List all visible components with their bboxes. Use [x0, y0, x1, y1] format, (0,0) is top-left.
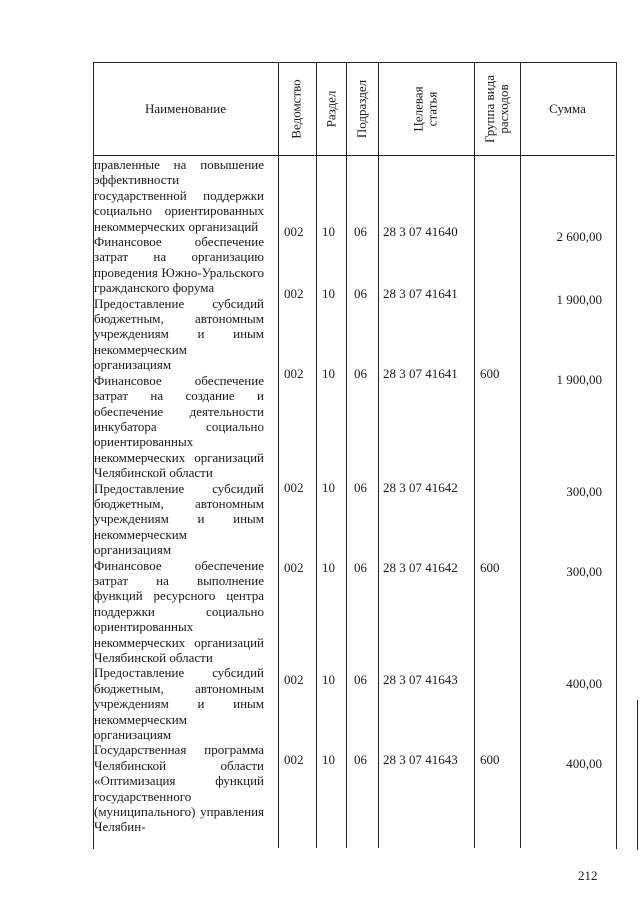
- name-entry: Предоставление субсидий бюджетным, автономным учреждениям и иным некоммерческим организациям: [94, 665, 264, 743]
- header-target-line2: статья: [424, 91, 440, 126]
- name-entry: Финансовое обеспечение затрат на создание и обеспечение деятельности инкубатора социально ориентированных некоммерческих организаций Челябинской области: [94, 372, 264, 481]
- header-name: [93, 62, 278, 155]
- cell-podrazdel: 06: [354, 752, 367, 767]
- cell-target: 28 3 07 41642: [383, 560, 458, 575]
- cell-podrazdel: 06: [354, 366, 367, 381]
- column-divider: [346, 62, 347, 848]
- header-target-line1: Целевая: [410, 85, 426, 132]
- cell-target: 28 3 07 41643: [383, 752, 458, 767]
- header-group-line2: расходов: [496, 83, 512, 134]
- header-target-label: [412, 86, 440, 131]
- page-number: 212: [578, 868, 598, 883]
- header-vedomstvo-label: Ведомство: [289, 78, 304, 139]
- column-divider: [520, 62, 521, 848]
- cell-razdel: 10: [322, 480, 335, 495]
- cell-vedomstvo: 002: [284, 480, 304, 495]
- cell-razdel: 10: [322, 752, 335, 767]
- cell-sum: 1 900,00: [556, 372, 602, 387]
- header-group: [474, 62, 520, 155]
- cell-target: 28 3 07 41641: [383, 366, 458, 381]
- header-divider: [93, 155, 615, 156]
- header-group-label: [483, 75, 511, 143]
- name-entry: Предоставление субсидий бюджетным, автономным учреждениям и иным некоммерческим организациям: [94, 295, 264, 373]
- cell-podrazdel: 06: [354, 286, 367, 301]
- header-sum: [520, 62, 615, 155]
- name-column: [94, 157, 264, 847]
- cell-vedomstvo: 002: [284, 366, 304, 381]
- cell-podrazdel: 06: [354, 224, 367, 239]
- cell-podrazdel: 06: [354, 480, 367, 495]
- cell-sum: 300,00: [566, 484, 602, 499]
- header-razdel: [316, 62, 346, 155]
- cell-target: 28 3 07 41641: [383, 286, 458, 301]
- cell-razdel: 10: [322, 286, 335, 301]
- header-podrazdel-label: Подраздел: [354, 79, 370, 138]
- header-sum-label: Сумма: [549, 100, 586, 116]
- column-divider: [474, 62, 475, 848]
- header-razdel-label: Раздел: [323, 90, 338, 127]
- name-entry: Государственная программа Челябинской области «Оптимизация функций государственного (муниципального) управления Челябин-: [94, 742, 264, 835]
- column-divider: [378, 62, 379, 848]
- cell-target: 28 3 07 41642: [383, 480, 458, 495]
- cell-vedomstvo: 002: [284, 672, 304, 687]
- cell-group: 600: [480, 560, 500, 575]
- header-group-line1: Группа вида: [482, 74, 498, 143]
- column-divider: [316, 62, 317, 848]
- cell-target: 28 3 07 41643: [383, 672, 458, 687]
- cell-podrazdel: 06: [354, 560, 367, 575]
- header-target: [378, 62, 474, 155]
- cell-sum: 1 900,00: [556, 292, 602, 307]
- cell-razdel: 10: [322, 224, 335, 239]
- cell-podrazdel: 06: [354, 672, 367, 687]
- name-entry: Финансовое обеспечение затрат на выполнение функций ресурсного центра поддержки социально ориентированных некоммерческих организаций Челябинской области: [94, 557, 264, 665]
- margin-mark: [637, 700, 638, 850]
- cell-group: 600: [480, 366, 500, 381]
- cell-razdel: 10: [322, 560, 335, 575]
- name-entry: Предоставление субсидий бюджетным, автономным учреждениям и иным некоммерческим организациям: [94, 480, 264, 558]
- cell-sum: 2 600,00: [556, 229, 602, 244]
- header-podrazdel: [346, 62, 378, 155]
- cell-vedomstvo: 002: [284, 560, 304, 575]
- cell-vedomstvo: 002: [284, 752, 304, 767]
- cell-razdel: 10: [322, 366, 335, 381]
- header-name-label: Наименование: [145, 100, 226, 116]
- cell-vedomstvo: 002: [284, 286, 304, 301]
- cell-razdel: 10: [322, 672, 335, 687]
- cell-sum: 300,00: [566, 564, 602, 579]
- column-divider: [278, 62, 279, 848]
- name-entry: Финансовое обеспечение затрат на организацию проведения Южно-Уральского гражданского форума: [94, 234, 264, 296]
- cell-target: 28 3 07 41640: [383, 224, 458, 239]
- header-vedomstvo: [278, 62, 316, 155]
- cell-group: 600: [480, 752, 500, 767]
- cell-sum: 400,00: [566, 756, 602, 771]
- cell-sum: 400,00: [566, 676, 602, 691]
- name-entry: правленные на повышение эффективности государственной поддержки социально ориентированных некоммерческих организаций: [94, 157, 264, 234]
- cell-vedomstvo: 002: [284, 224, 304, 239]
